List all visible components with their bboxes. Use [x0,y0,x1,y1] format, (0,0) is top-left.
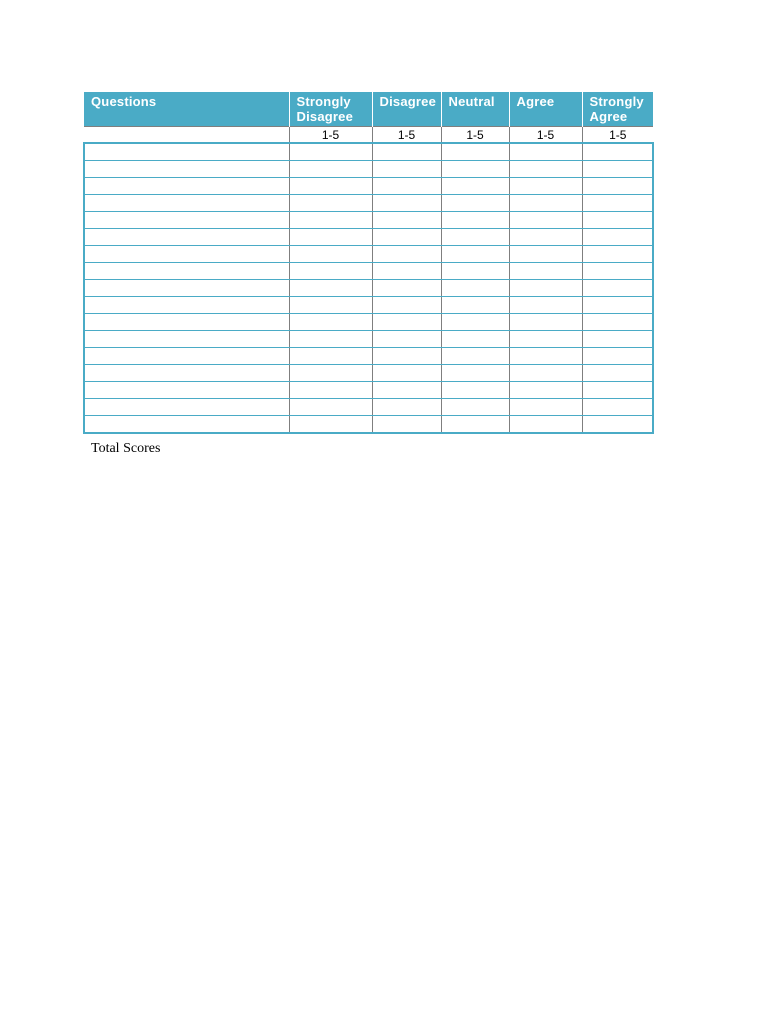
cell-strongly-disagree[interactable] [289,365,372,382]
cell-neutral[interactable] [441,416,509,434]
cell-questions[interactable] [84,348,289,365]
table-row [84,314,653,331]
cell-strongly-agree[interactable] [582,195,653,212]
table-row [84,178,653,195]
cell-strongly-agree[interactable] [582,161,653,178]
cell-questions[interactable] [84,212,289,229]
cell-agree[interactable] [509,195,582,212]
cell-strongly-disagree[interactable] [289,297,372,314]
cell-strongly-agree[interactable] [582,382,653,399]
cell-agree[interactable] [509,331,582,348]
cell-questions[interactable] [84,195,289,212]
scale-row [84,127,653,144]
cell-disagree[interactable] [372,382,441,399]
cell-agree[interactable] [509,399,582,416]
cell-neutral[interactable] [441,365,509,382]
cell-questions[interactable] [84,416,289,434]
cell-questions[interactable] [84,263,289,280]
cell-questions[interactable] [84,143,289,161]
cell-agree[interactable] [509,280,582,297]
table-row [84,263,653,280]
table-row [84,399,653,416]
cell-strongly-disagree[interactable] [289,399,372,416]
scale-cell-neutral: 1-5 [441,127,509,144]
cell-questions[interactable] [84,297,289,314]
cell-questions[interactable] [84,314,289,331]
cell-disagree[interactable] [372,348,441,365]
table-row [84,365,653,382]
cell-disagree[interactable] [372,297,441,314]
cell-neutral[interactable] [441,178,509,195]
cell-strongly-agree[interactable] [582,399,653,416]
table-row [84,297,653,314]
scale-cell-strongly-disagree: 1-5 [289,127,372,144]
cell-neutral[interactable] [441,161,509,178]
cell-neutral[interactable] [441,263,509,280]
cell-neutral[interactable] [441,297,509,314]
cell-strongly-disagree[interactable] [289,212,372,229]
header-agree: Agree [509,92,582,127]
cell-strongly-disagree[interactable] [289,416,372,434]
cell-neutral[interactable] [441,229,509,246]
table-row [84,331,653,348]
cell-disagree[interactable] [372,246,441,263]
cell-strongly-disagree[interactable] [289,263,372,280]
cell-neutral[interactable] [441,314,509,331]
table-row [84,348,653,365]
cell-agree[interactable] [509,297,582,314]
table-row [84,161,653,178]
table-row [84,195,653,212]
cell-disagree[interactable] [372,399,441,416]
cell-strongly-disagree[interactable] [289,161,372,178]
table-row [84,416,653,434]
cell-strongly-agree[interactable] [582,331,653,348]
cell-disagree[interactable] [372,280,441,297]
cell-questions[interactable] [84,331,289,348]
cell-strongly-agree[interactable] [582,314,653,331]
total-scores-label: Total Scores [91,441,161,456]
cell-disagree[interactable] [372,263,441,280]
table-body [84,143,653,433]
cell-disagree[interactable] [372,195,441,212]
cell-neutral[interactable] [441,399,509,416]
cell-agree[interactable] [509,246,582,263]
cell-strongly-disagree[interactable] [289,178,372,195]
cell-neutral[interactable] [441,143,509,161]
scale-cell-strongly-agree: 1-5 [582,127,653,144]
header-strongly-agree: Strongly Agree [582,92,653,127]
cell-strongly-disagree[interactable] [289,280,372,297]
scale-cell-agree: 1-5 [509,127,582,144]
header-strongly-disagree: Strongly Disagree [289,92,372,127]
cell-disagree[interactable] [372,314,441,331]
cell-strongly-disagree[interactable] [289,382,372,399]
header-neutral: Neutral [441,92,509,127]
table-row [84,280,653,297]
cell-agree[interactable] [509,143,582,161]
cell-strongly-disagree[interactable] [289,331,372,348]
cell-agree[interactable] [509,382,582,399]
cell-strongly-agree[interactable] [582,263,653,280]
table-row [84,143,653,161]
cell-strongly-agree[interactable] [582,143,653,161]
cell-strongly-agree[interactable] [582,229,653,246]
table-row [84,382,653,399]
cell-strongly-agree[interactable] [582,297,653,314]
cell-neutral[interactable] [441,348,509,365]
cell-strongly-disagree[interactable] [289,246,372,263]
cell-questions[interactable] [84,365,289,382]
cell-strongly-disagree[interactable] [289,348,372,365]
cell-disagree[interactable] [372,365,441,382]
cell-questions[interactable] [84,280,289,297]
cell-neutral[interactable] [441,212,509,229]
cell-strongly-agree[interactable] [582,280,653,297]
survey-table [83,92,654,434]
cell-disagree[interactable] [372,331,441,348]
cell-strongly-agree[interactable] [582,178,653,195]
cell-questions[interactable] [84,229,289,246]
cell-questions[interactable] [84,161,289,178]
cell-disagree[interactable] [372,161,441,178]
cell-disagree[interactable] [372,229,441,246]
table-row [84,212,653,229]
cell-questions[interactable] [84,246,289,263]
cell-neutral[interactable] [441,331,509,348]
cell-agree[interactable] [509,348,582,365]
scale-cell-disagree: 1-5 [372,127,441,144]
table-row [84,246,653,263]
cell-agree[interactable] [509,416,582,434]
cell-strongly-agree[interactable] [582,212,653,229]
cell-disagree[interactable] [372,212,441,229]
cell-agree[interactable] [509,161,582,178]
cell-neutral[interactable] [441,246,509,263]
cell-strongly-agree[interactable] [582,416,653,434]
cell-strongly-agree[interactable] [582,246,653,263]
cell-agree[interactable] [509,263,582,280]
header-row [84,92,653,127]
cell-strongly-agree[interactable] [582,365,653,382]
cell-questions[interactable] [84,382,289,399]
cell-disagree[interactable] [372,416,441,434]
cell-disagree[interactable] [372,143,441,161]
scale-cell-questions [84,127,289,144]
header-questions: Questions [84,92,289,127]
cell-questions[interactable] [84,178,289,195]
cell-agree[interactable] [509,178,582,195]
cell-questions[interactable] [84,399,289,416]
cell-strongly-agree[interactable] [582,348,653,365]
cell-agree[interactable] [509,314,582,331]
cell-disagree[interactable] [372,178,441,195]
header-disagree: Disagree [372,92,441,127]
table-row [84,229,653,246]
cell-strongly-disagree[interactable] [289,314,372,331]
cell-neutral[interactable] [441,195,509,212]
cell-agree[interactable] [509,212,582,229]
cell-agree[interactable] [509,229,582,246]
cell-strongly-disagree[interactable] [289,143,372,161]
cell-strongly-disagree[interactable] [289,229,372,246]
cell-strongly-disagree[interactable] [289,195,372,212]
cell-neutral[interactable] [441,382,509,399]
cell-agree[interactable] [509,365,582,382]
cell-neutral[interactable] [441,280,509,297]
